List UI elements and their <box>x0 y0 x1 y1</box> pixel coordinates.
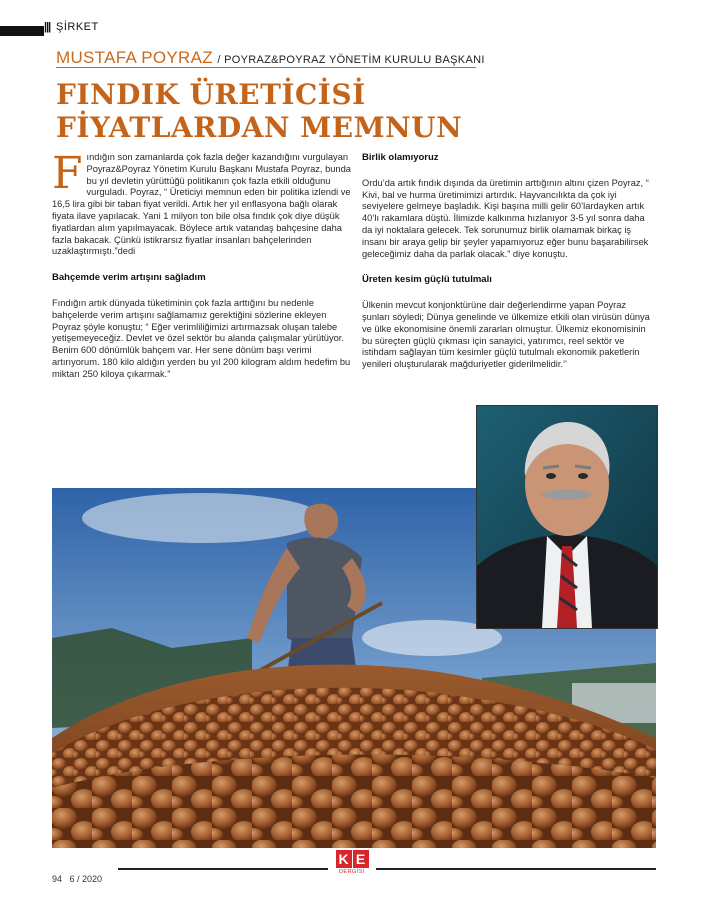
byline-rule <box>56 67 476 68</box>
section-label: ŞİRKET <box>56 21 99 33</box>
logo-subtitle: DERGİSİ <box>338 869 366 875</box>
paragraph-birlik: Ordu’da artık fındık dışında da üretimin arttığının altını çizen Poyraz, “ Kivi, bal ve hurma üretimimizi artırdık. Hayvancılıkta da çok iyi seviyelere gelmeye başladık. Kişi başına milli gelir 60’lardayken artık 40’lı rakamlara düştü. İlimizde kalkınma hızlanıyor 3-5 yıl sonra daha da iyi noktalara gelecek. Tek sorunumuz birlik olamamak birkaç iş insanı bir araya gelip bir şeyler yapamıyoruz eğer bunu başarabilirsek geleceğimiz daha da parlak olacak.” diye konuştu. <box>362 177 649 259</box>
mustafa-poyraz-portrait <box>476 405 658 629</box>
subheading-ureten: Üreten kesim güçlü tutulmalı <box>362 274 492 286</box>
author-name: MUSTAFA POYRAZ <box>56 48 213 67</box>
paragraph-ureten: Ülkenin mevcut konjonktürüne dair değerlendirme yapan Poyraz şunları söyledi; Dünya genelinde ve ülkemize etkili olan virüsün dünya ve ülke ekonomisine önemli zararları olmuştur. Ülkemiz ekonomisinin bu süreçten güçlü çıkması için sanayici, yatırımcı, reel sektör ve istihdam sağlayan tüm kesimler güçlü tutulmalı ekonomik paketlerin yenileri oluşturularak mağduriyetler giderilmelidir.’’ <box>362 300 650 370</box>
subheading-birlik: Birlik olamıyoruz <box>362 152 439 163</box>
logo-letter-e: E <box>353 850 369 868</box>
page-number: 94 <box>52 874 63 884</box>
paragraph-verim: Fındığın artık dünyada tüketiminin çok fazla arttığını bu nedenle bahçelerde verim artışını sağlamamız gerektiğini sözlerine ekleyen Poyraz şöyle konuştu; “ Eğer verimliliğimizi artırmazsak oluşan talebe yetişemeyeceğiz. Devlet ve özel sektör bu alanda çalışmalar yürütüyor. Benim 600 dönümlük bahçem var. Her sene dönüm başı verimi artırıyorum. 180 kilo aldığın yerden bu yıl 200 kilogram aldım hedefim bu miktarı 250 kiloya çıkarmak.” <box>52 297 351 379</box>
section-divider: ||| <box>44 21 51 33</box>
headline <box>56 78 462 144</box>
lead-text: ındığın son zamanlarda çok fazla değer kazandığını vurgulayan Poyraz&Poyraz Yönetim Kurulu Başkanı Mustafa Poyraz, bunda bu yıl devletin yürüttüğü politikanın çok fazla etkili olduğunu vurguladı. Poyraz, “ Üreticiyi memnun eden bir politika izlendi ve 16,5 lira gibi bir taban fiyat verildi. Artık her yıl enflasyona bağlı olarak fiyata ilave yapılacak. Yani 1 milyon ton bile olsa fındık çok diye düşük fiyatlardan alım yapılmayacak. Böylece artık vatandaş bahçesine daha fazla bakacak. Çünkü istikrarsız fiyatlar insanları bahçelerinden uzaklaştırmıştı.”dedi <box>52 152 351 257</box>
article-column-right <box>362 152 652 385</box>
subheading-verim: Bahçemde verim artışını sağladım <box>52 272 206 284</box>
headline-line-2: FİYATLARDAN MEMNUN <box>56 111 463 144</box>
ke-dergisi-logo <box>335 850 369 875</box>
page-footer <box>52 874 102 884</box>
author-role: / POYRAZ&POYRAZ YÖNETİM KURULU BAŞKANI <box>217 54 485 66</box>
headline-line-1: FINDIK ÜRETİCİSİ <box>56 78 366 111</box>
byline <box>56 48 485 68</box>
logo-letter-k: K <box>336 850 352 868</box>
issue-date: 6 / 2020 <box>69 874 103 884</box>
article-column-left <box>52 148 354 395</box>
lead-paragraph <box>52 148 354 258</box>
section-bar <box>0 26 44 36</box>
footer-rule-left <box>118 868 328 870</box>
footer-rule-right <box>376 868 656 870</box>
dropcap: F <box>52 148 83 199</box>
